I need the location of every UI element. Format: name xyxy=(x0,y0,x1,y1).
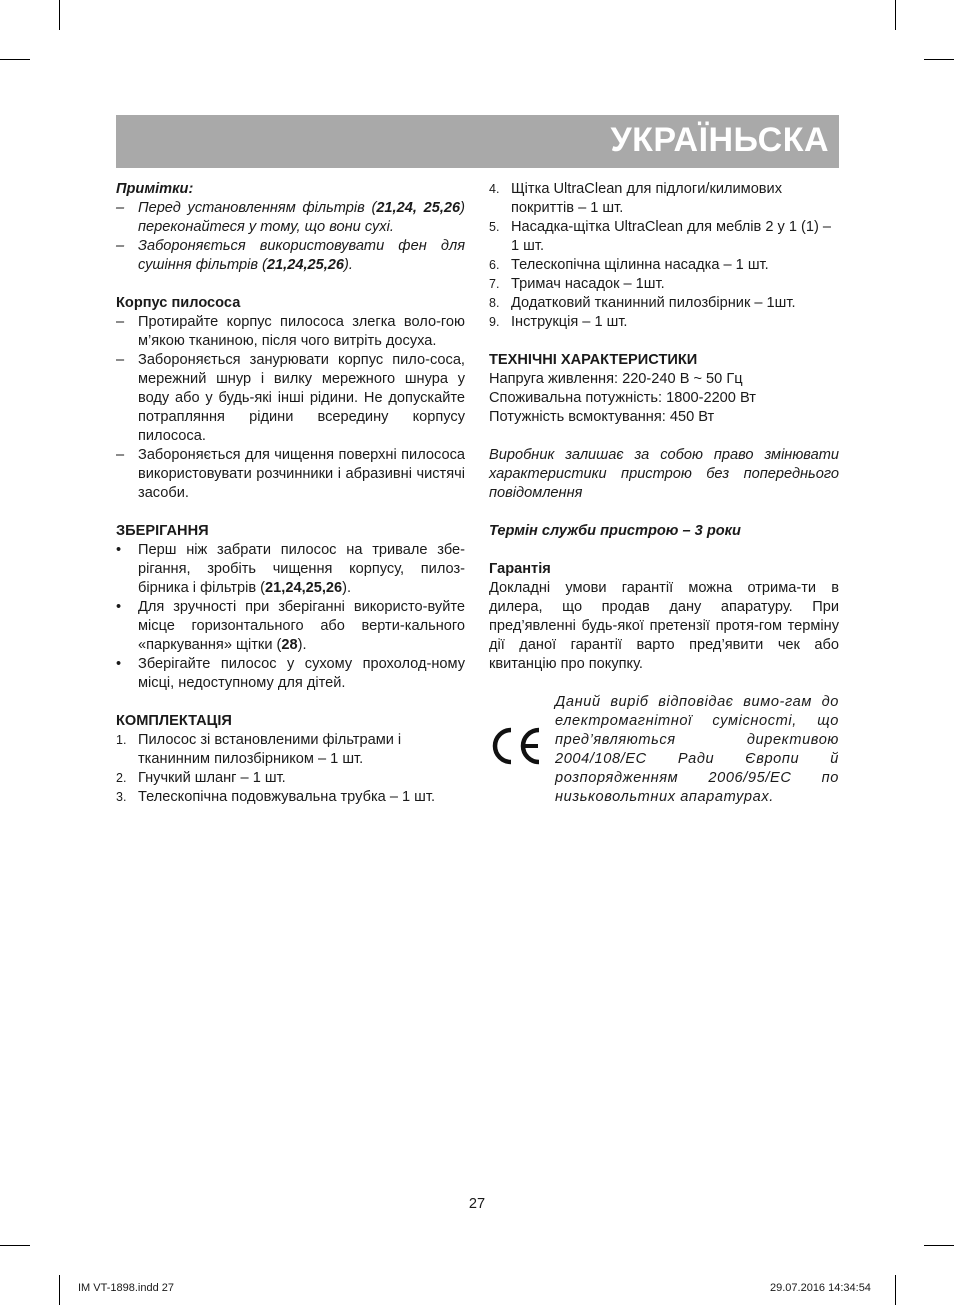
list-item xyxy=(116,237,465,275)
list-item xyxy=(489,256,839,275)
item-text: Насадка-щітка UltraClean для меблів 2 у 1 (1) – 1 шт. xyxy=(511,219,832,254)
dash-marker: – xyxy=(116,200,125,216)
bullet-marker: • xyxy=(116,599,122,615)
note-text: ). xyxy=(344,257,353,273)
crop-mark xyxy=(924,1245,954,1246)
item-text: Пилосос зі встановленими фільтрами і тканинним пилозбірником – 1 шт. xyxy=(138,732,402,767)
item-text: Гнучкий шланг – 1 шт. xyxy=(138,770,286,786)
page-title: УКРАЇНЬСКА xyxy=(610,121,829,159)
list-item xyxy=(116,446,465,503)
list-item xyxy=(116,655,465,693)
number-marker: 5. xyxy=(489,220,500,234)
note-text: ) переконайтеся у тому, що вони сухі. xyxy=(138,200,465,235)
item-text: Тримач насадок – 1шт. xyxy=(511,276,665,292)
list-item xyxy=(116,769,465,788)
figure-ref: 21,24, 25,26 xyxy=(376,200,461,216)
list-item xyxy=(116,351,465,446)
dash-marker: – xyxy=(116,238,125,254)
bullet-marker: • xyxy=(116,656,122,672)
language-header-bar xyxy=(116,115,839,168)
list-item xyxy=(489,180,839,218)
dash-marker: – xyxy=(116,447,125,463)
number-marker: 7. xyxy=(489,277,500,291)
note-text: Забороняється використовувати фен для сушіння фільтрів ( xyxy=(138,238,465,273)
spec-line: Споживальна потужність: 1800-2200 Вт xyxy=(489,390,756,406)
crop-mark xyxy=(59,1275,60,1305)
list-item xyxy=(489,275,839,294)
number-marker: 4. xyxy=(489,182,500,196)
number-marker: 9. xyxy=(489,315,500,329)
list-item xyxy=(116,199,465,237)
crop-mark xyxy=(0,1245,30,1246)
item-text: Щітка UltraClean для підлоги/килимових покриттів – 1 шт. xyxy=(511,181,783,216)
crop-mark xyxy=(895,1275,896,1305)
ce-compliance-block xyxy=(489,693,839,808)
number-marker: 8. xyxy=(489,296,500,310)
warranty-text: Докладні умови гарантії можна отрима-ти в дилера, що продав дану апаратуру. При пред’явленні будь-якої претензії протя-гом терміну дії даної гарантії варто пред’явити чек або квитанцію про покупку. xyxy=(489,580,839,672)
number-marker: 2. xyxy=(116,771,127,785)
list-item xyxy=(489,313,839,332)
spec-line: Потужність всмоктування: 450 Вт xyxy=(489,409,715,425)
list-item xyxy=(116,313,465,351)
item-text: Перш ніж забрати пилосос на тривале збе-рігання, зробіть чищення корпусу, пилоз-бірника і фільтрів ( xyxy=(138,542,465,596)
item-text: Додатковий тканинний пилозбірник – 1шт. xyxy=(511,295,796,311)
notes-title: Примітки: xyxy=(116,181,194,197)
figure-ref: 21,24,25,26 xyxy=(266,257,345,273)
list-item xyxy=(489,218,839,256)
manufacturer-note: Виробник залишає за собою право змінювати характеристики пристрою без попереднього повідомлення xyxy=(489,447,839,501)
file-slug: IM VT-1898.indd 27 xyxy=(78,1282,175,1294)
ce-mark-icon xyxy=(489,726,545,766)
list-item xyxy=(116,788,465,807)
dash-marker: – xyxy=(116,314,125,330)
item-text: Забороняється для чищення поверхні пилососа використовувати розчинники і абразивні чистячі засоби. xyxy=(138,447,465,501)
right-column xyxy=(489,180,839,808)
item-text: ). xyxy=(342,580,352,596)
item-text: Телескопічна щілинна насадка – 1 шт. xyxy=(511,257,769,273)
section-title-warranty: Гарантія xyxy=(489,561,551,577)
left-column xyxy=(116,180,465,807)
list-item xyxy=(489,294,839,313)
crop-mark xyxy=(59,0,60,30)
dash-marker: – xyxy=(116,352,125,368)
item-text: Протирайте корпус пилососа злегка воло-гою м’якою тканиною, після чого витріть досуха. xyxy=(138,314,465,349)
bullet-marker: • xyxy=(116,542,122,558)
section-title-storage: ЗБЕРІГАННЯ xyxy=(116,523,209,539)
note-text: Перед установленням фільтрів ( xyxy=(138,200,377,216)
service-life: Термін служби пристрою – 3 роки xyxy=(489,523,741,539)
item-text: Для зручності при зберіганні використо-вуйте місце горизонтального або верти-кального «паркування» щітки ( xyxy=(138,599,465,653)
number-marker: 3. xyxy=(116,790,127,804)
section-title-body: Корпус пилососа xyxy=(116,295,241,311)
print-timestamp: 29.07.2016 14:34:54 xyxy=(770,1282,871,1294)
crop-mark xyxy=(0,59,30,60)
list-item xyxy=(116,598,465,655)
spec-line: Напруга живлення: 220-240 В ~ 50 Гц xyxy=(489,371,743,387)
item-text: Зберігайте пилосос у сухому прохолод-ному місці, недоступному для дітей. xyxy=(138,656,465,691)
ce-compliance-text: Даний виріб відповідає вимо-гам до електромагнітної сумісності, що пред’являються директивою 2004/108/ЕС Ради Європи й розпорядженням 2006/95/ЕС по низьковольтних апаратурах. xyxy=(555,694,839,805)
figure-ref: 28 xyxy=(281,637,298,653)
crop-mark xyxy=(895,0,896,30)
figure-ref: 21,24,25,26 xyxy=(265,580,343,596)
item-text: ). xyxy=(297,637,307,653)
number-marker: 6. xyxy=(489,258,500,272)
number-marker: 1. xyxy=(116,733,127,747)
list-item xyxy=(116,731,465,769)
section-title-kit: КОМПЛЕКТАЦІЯ xyxy=(116,713,232,729)
section-title-specs: ТЕХНІЧНІ ХАРАКТЕРИСТИКИ xyxy=(489,352,698,368)
item-text: Телескопічна подовжувальна трубка – 1 шт. xyxy=(138,789,435,805)
item-text: Забороняється занурювати корпус пило-соса, мережний шнур і вилку мережного шнура у воду або у будь-які інші рідини. Не допускайте потрапляння рідини всередину корпусу пилососа. xyxy=(138,352,465,444)
item-text: Інструкція – 1 шт. xyxy=(511,314,628,330)
crop-mark xyxy=(924,59,954,60)
list-item xyxy=(116,541,465,598)
page-number: 27 xyxy=(468,1196,486,1212)
